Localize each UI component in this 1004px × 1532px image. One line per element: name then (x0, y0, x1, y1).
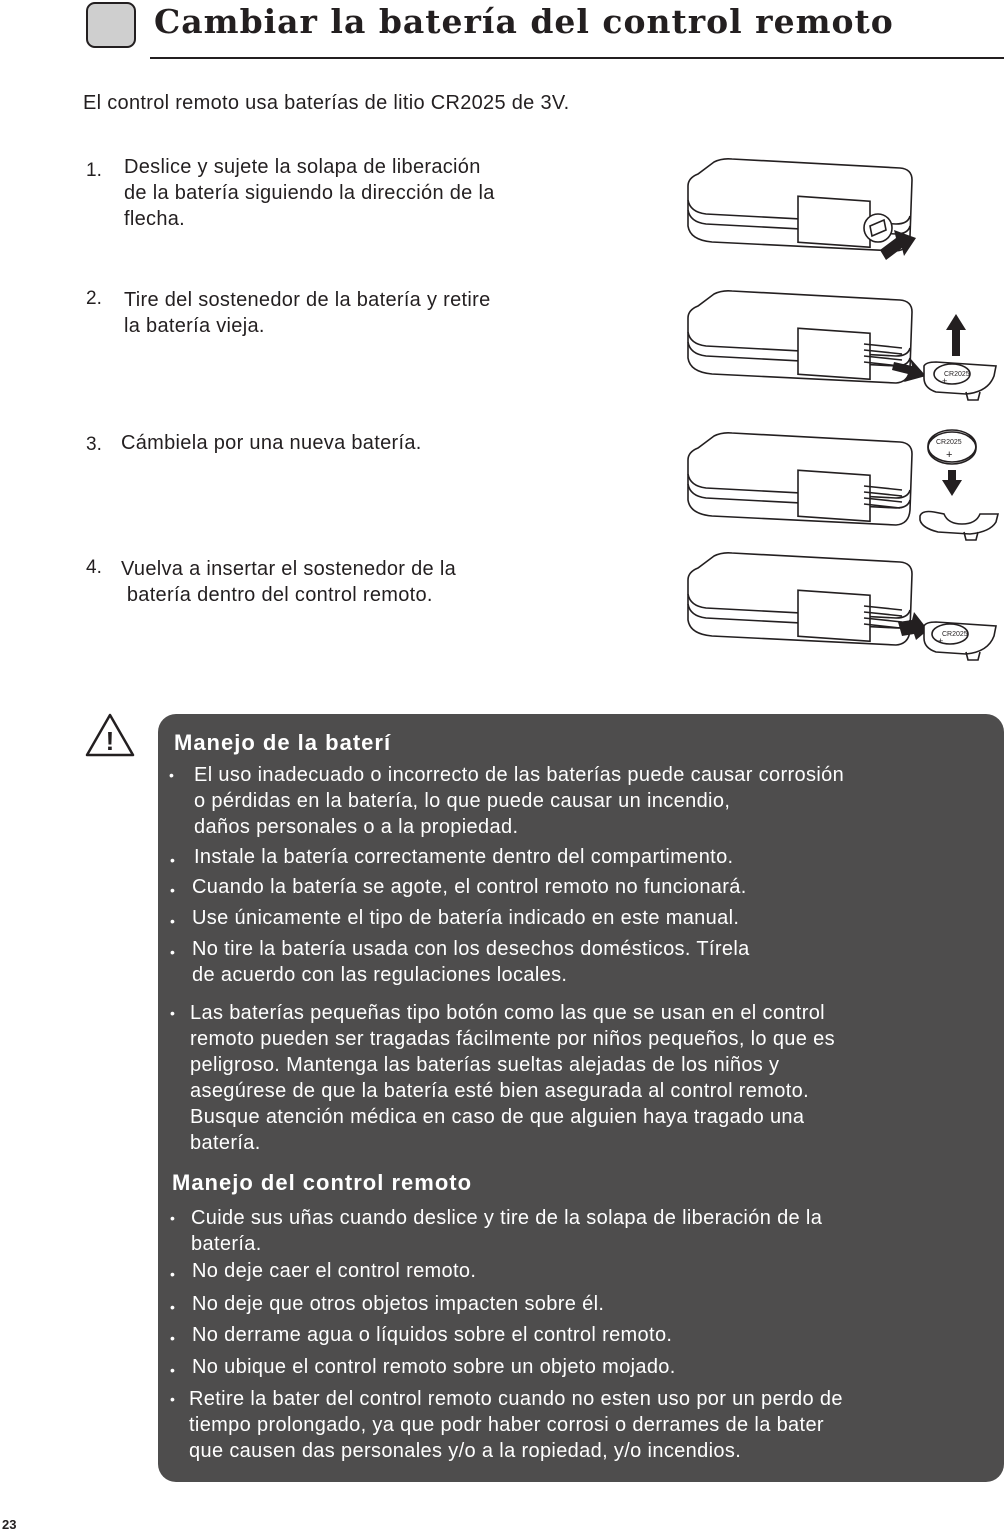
bullet-line: No ubique el control remoto sobre un objeto mojado. (192, 1356, 676, 1378)
section-marker-square (86, 2, 136, 48)
bullet-line: Cuando la batería se agote, el control remoto no funcionará. (192, 876, 747, 898)
battery-label-2: CR2025 (944, 371, 970, 378)
battery-bullet-1 (169, 762, 845, 840)
battery-label-4: CR2025 (942, 631, 968, 638)
battery-bullet-2 (170, 844, 734, 870)
step-4-text (121, 556, 456, 608)
battery-bullet-6 (170, 1000, 835, 1156)
remote-handling-heading: Manejo del control remoto (172, 1170, 473, 1195)
step-4-line-2: batería dentro del control remoto. (121, 584, 433, 606)
bullet-line: No derrame agua o líquidos sobre el control remoto. (192, 1324, 673, 1346)
safety-panel (158, 714, 1004, 1482)
bullet-line: No tire la batería usada con los desechos domésticos. Tírela (192, 938, 750, 960)
warning-mark: ! (105, 726, 115, 756)
remote-bullet-2 (170, 1258, 477, 1284)
step-2-line-2: la batería vieja. (124, 315, 265, 337)
step-3-number: 3. (86, 434, 102, 455)
remote-replace-battery-illustration (680, 424, 1004, 544)
bullet-line: batería. (190, 1132, 261, 1154)
intro-text: El control remoto usa baterías de litio CR2025 de 3V. (83, 92, 570, 114)
bullet-line: Use únicamente el tipo de batería indicado en este manual. (192, 907, 740, 929)
step-1-line-2: de la batería siguiendo la dirección de la (124, 182, 495, 204)
bullet-line: tiempo prolongado, ya que podr haber corrosi o derrames de la bater (189, 1414, 824, 1436)
step-1-text (124, 154, 495, 232)
bullet-dot: • (170, 1330, 176, 1346)
remote-bullet-4 (170, 1322, 673, 1348)
step-3-text (121, 430, 422, 456)
step-3-line-1: Cámbiela por una nueva batería. (121, 432, 422, 454)
bullet-line: que causen das personales y/o a la ropiedad, y/o incendios. (189, 1440, 742, 1462)
battery-bullet-5 (170, 936, 750, 988)
battery-bullet-4 (170, 905, 740, 931)
battery-plus-3: + (946, 449, 953, 461)
bullet-dot: • (170, 882, 176, 898)
battery-handling-heading: Manejo de la baterí (174, 730, 392, 755)
step-2-text (124, 287, 491, 339)
remote-bullet-3 (170, 1291, 605, 1317)
step-2-line-1: Tire del sostenedor de la batería y retire (124, 289, 491, 311)
bullet-dot: • (170, 1362, 176, 1378)
step-4-number: 4. (86, 557, 102, 578)
remote-remove-holder-illustration (680, 282, 1004, 407)
bullet-line: Busque atención médica en caso de que alguien haya tragado una (190, 1106, 805, 1128)
bullet-line: batería. (191, 1233, 262, 1255)
bullet-line: asegúrese de que la batería esté bien asegurada al control remoto. (190, 1080, 810, 1102)
bullet-dot: • (170, 852, 176, 868)
bullet-dot: • (170, 1210, 176, 1226)
bullet-dot: • (170, 1391, 176, 1407)
bullet-line: de acuerdo con las regulaciones locales. (192, 964, 568, 986)
step-1-line-1: Deslice y sujete la solapa de liberación (124, 156, 481, 178)
step-4-line-1: Vuelva a insertar el sostenedor de la (121, 558, 456, 580)
bullet-line: Retire la bater del control remoto cuando no esten uso por un perdo de (189, 1388, 843, 1410)
bullet-line: Cuide sus uñas cuando deslice y tire de la solapa de liberación de la (191, 1207, 823, 1229)
bullet-line: Las baterías pequeñas tipo botón como las que se usan en el control (190, 1002, 825, 1024)
bullet-dot: • (170, 1299, 176, 1315)
battery-plus-2: + (942, 376, 948, 386)
bullet-line: No deje caer el control remoto. (192, 1260, 477, 1282)
battery-plus-4: + (938, 636, 944, 646)
bullet-line: remoto pueden ser tragadas fácilmente por niños pequeños, lo que es (190, 1028, 835, 1050)
remote-bullet-6 (170, 1386, 843, 1464)
bullet-dot: • (170, 1005, 176, 1021)
step-1-line-3: flecha. (124, 208, 186, 230)
remote-insert-holder-illustration (680, 544, 1004, 669)
bullet-line: daños personales o a la propiedad. (194, 816, 519, 838)
bullet-line: Instale la batería correctamente dentro del compartimento. (194, 846, 734, 868)
bullet-dot: • (170, 913, 176, 929)
bullet-dot: • (170, 944, 176, 960)
page-title: Cambiar la batería del control remoto (154, 2, 894, 41)
title-underline (150, 57, 1004, 59)
battery-label-3: CR2025 (936, 439, 962, 446)
bullet-dot: • (170, 1266, 176, 1282)
step-2-number: 2. (86, 288, 102, 309)
remote-bullet-1 (170, 1205, 823, 1257)
bullet-line: o pérdidas en la batería, lo que puede causar un incendio, (194, 790, 731, 812)
page-number: 23 (2, 1517, 17, 1532)
battery-bullet-3 (170, 874, 747, 900)
bullet-line: El uso inadecuado o incorrecto de las baterías puede causar corrosión (194, 764, 845, 786)
step-1-number: 1. (86, 160, 102, 181)
warning-triangle-icon (84, 712, 136, 758)
remote-bullet-5 (170, 1354, 676, 1380)
bullet-dot: • (169, 767, 175, 783)
bullet-line: peligroso. Mantenga las baterías sueltas alejadas de los niños y (190, 1054, 780, 1076)
bullet-line: No deje que otros objetos impacten sobre él. (192, 1293, 605, 1315)
remote-release-illustration (680, 150, 1000, 265)
